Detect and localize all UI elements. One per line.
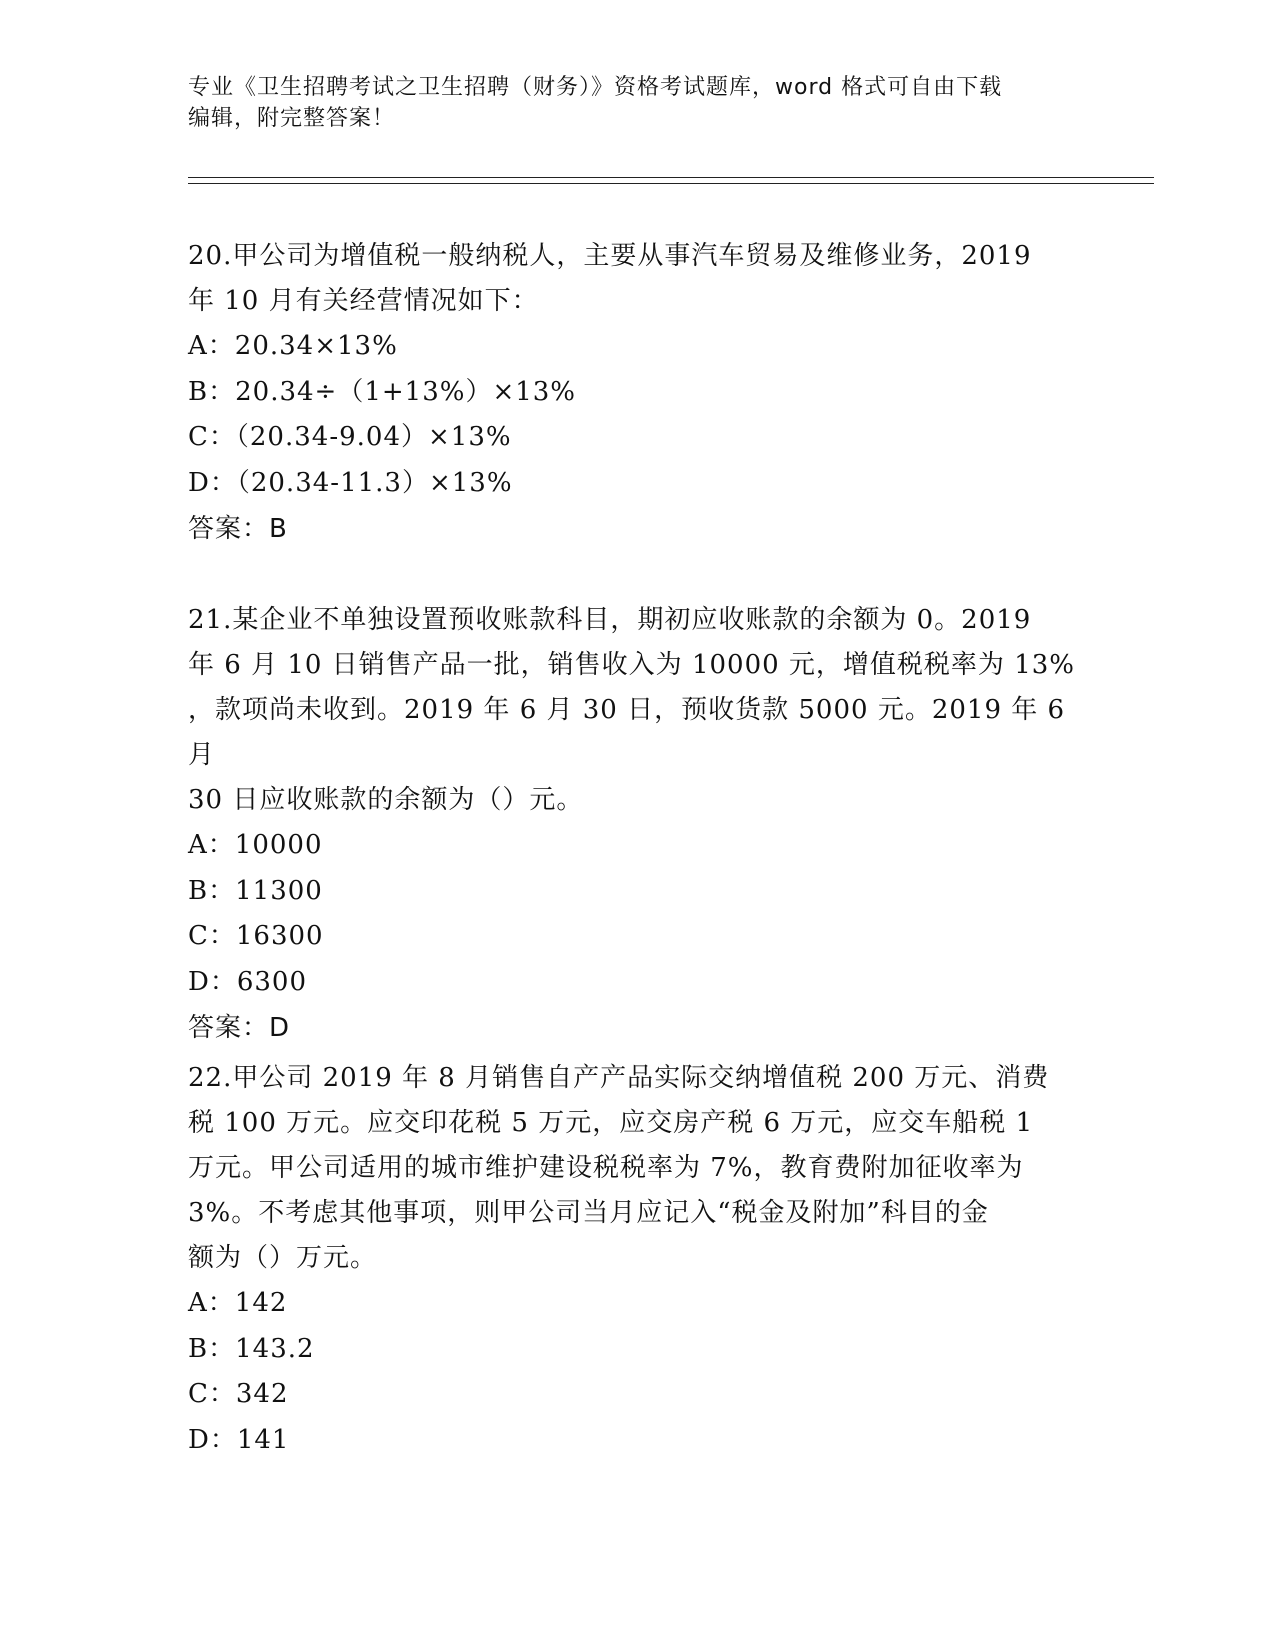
option-d: D：（20.34-11.3）×13% [188,467,513,498]
option-a: A：10000 [188,830,323,860]
question-20 [188,234,1088,552]
stem-line: 21.某企业不单独设置预收账款科目，期初应收账款的余额为 0。2019 [188,605,1032,635]
header-divider-bottom [188,183,1154,184]
stem-line: 22.甲公司 2019 年 8 月销售自产产品实际交纳增值税 200 万元、消费 [188,1063,1050,1093]
option-a: A：20.34×13% [188,331,398,361]
option-b: B：143.2 [188,1333,315,1364]
option-a: A：142 [188,1288,288,1318]
stem-line: 税 100 万元。应交印花税 5 万元，应交房产税 6 万元，应交车船税 1 [188,1108,1034,1138]
question-stem [188,1056,1088,1281]
document-header [188,72,1088,134]
question-stem [188,234,1088,324]
option-d: D：6300 [188,966,308,997]
stem-line: ，款项尚未收到。2019 年 6 月 30 日，预收货款 5000 元。2019 年 6 月 [188,695,1066,770]
option-c: C：16300 [188,921,324,951]
stem-line: 30 日应收账款的余额为（）元。 [188,785,584,815]
answer-line: 答案：B [188,514,288,544]
option-c: C：342 [188,1379,289,1409]
option-b: B：20.34÷（1+13%）×13% [188,376,577,407]
header-line-2: 编辑，附完整答案！ [188,106,396,131]
header-line-1: 专业《卫生招聘考试之卫生招聘（财务）》资格考试题库，word 格式可自由下载 [188,75,1003,100]
question-stem [188,598,1088,823]
stem-line: 万元。甲公司适用的城市维护建设税税率为 7%，教育费附加征收率为 [188,1153,1024,1183]
option-b: B：11300 [188,875,323,906]
question-21 [188,598,1088,1051]
stem-line: 20.甲公司为增值税一般纳税人，主要从事汽车贸易及维修业务，2019 [188,241,1032,271]
question-22 [188,1056,1088,1463]
stem-line: 年 6 月 10 日销售产品一批，销售收入为 10000 元，增值税税率为 13% [188,650,1075,680]
answer-line: 答案：D [188,1013,291,1043]
stem-line: 年 10 月有关经营情况如下： [188,286,539,316]
option-c: C：（20.34-9.04）×13% [188,422,512,452]
stem-line: 3%。不考虑其他事项，则甲公司当月应记入“税金及附加”科目的金 [188,1198,989,1228]
stem-line: 额为（）万元。 [188,1243,378,1273]
option-d: D：141 [188,1424,290,1455]
header-divider-top [188,177,1154,178]
